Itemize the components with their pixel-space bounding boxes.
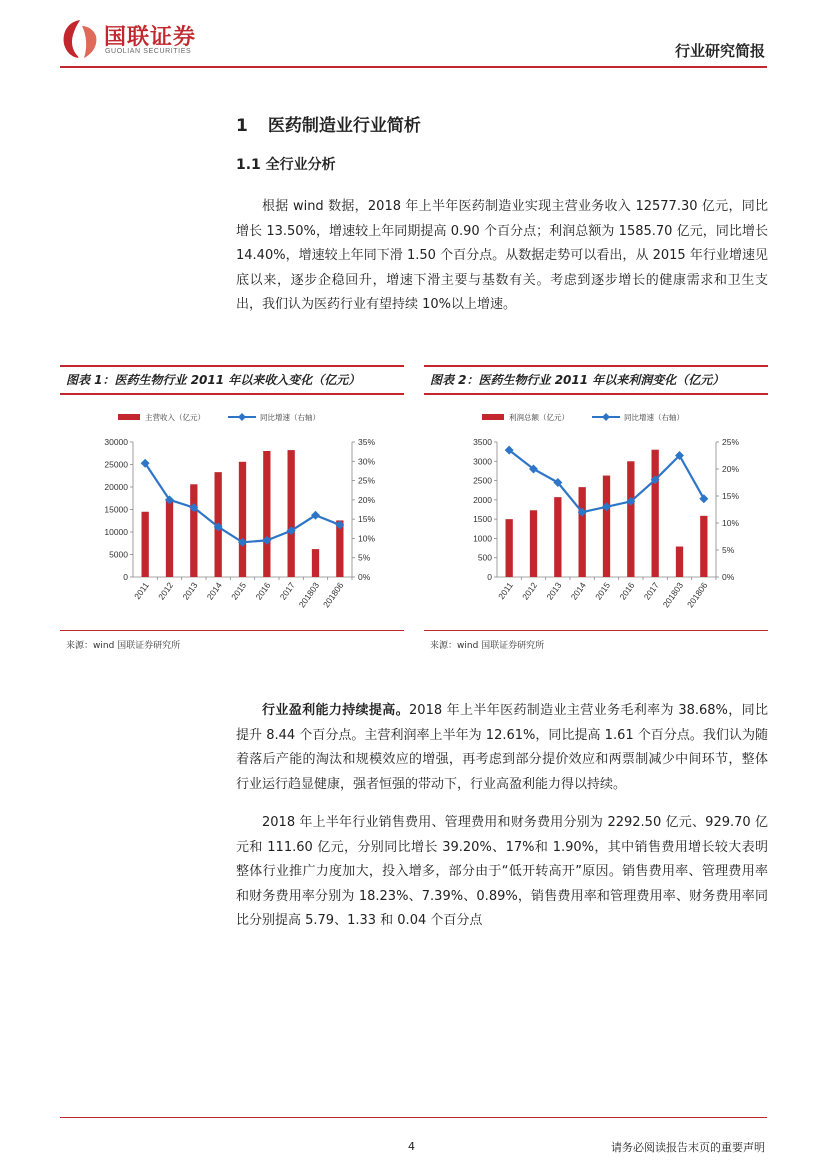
paragraph-2-body: 2018 年上半年医药制造业主营业务毛利率为 38.68%，同比提升 8.44 个百分点。主营利润率上半年为 12.61%，同比提高 1.61 个百分点。我们认为随着落后产能的淘汰和规模效应的增强，再考虑到部分提价效应和两票制减少中间环节，整体行业运行趋显健康，强者恒强的带动下，行业高盈利能力得以持续。 xyxy=(236,703,768,792)
fig1-title: 图表 1：医药生物行业 2011 年以来收入变化（亿元） xyxy=(66,373,361,387)
y2-tick-label: 30% xyxy=(358,456,376,467)
paragraph-3: 2018 年上半年行业销售费用、管理费用和财务费用分别为 2292.50 亿元、929.70 亿元和 111.60 亿元，分别同比增长 39.20%、17%和 1.90%，其中销售费用增长较大表明整体行业推广力度加大，投入增多，部分由于“低开转高开”原因。销售费用率、管理费用率和财务费用率分别为 18.23%、7.39%、0.89%，销售费用率和管理费用率、财务费用率同比分别提高 5.79、1.33 和 0.04 个百分点 xyxy=(236,815,768,928)
legend-line-label: 同比增速（右轴） xyxy=(260,413,320,422)
bar xyxy=(700,516,707,577)
y-tick-label: 500 xyxy=(477,552,492,563)
x-tick-label: 2012 xyxy=(156,580,176,602)
y2-tick-label: 0% xyxy=(358,572,371,582)
x-tick-label: 2014 xyxy=(204,580,224,602)
header-divider xyxy=(60,66,767,68)
report-type: 行业研究简报 xyxy=(674,42,765,60)
y-tick-label: 2000 xyxy=(473,494,492,505)
x-tick-label: 2017 xyxy=(277,580,297,602)
x-tick-label: 2014 xyxy=(568,580,588,602)
bar xyxy=(142,512,149,577)
y-tick-label: 3000 xyxy=(473,456,492,467)
bar xyxy=(263,451,270,577)
y2-tick-label: 5% xyxy=(358,552,371,563)
x-tick-label: 2011 xyxy=(496,580,515,602)
y-tick-label: 1500 xyxy=(473,514,492,525)
fig2-top-rule xyxy=(424,365,768,367)
logo-text: 国联证券 xyxy=(104,25,197,50)
y-tick-label: 30000 xyxy=(104,437,128,447)
bar xyxy=(627,461,634,577)
y2-tick-label: 0% xyxy=(722,572,735,582)
logo-mark-icon xyxy=(60,18,100,60)
y2-tick-label: 25% xyxy=(358,475,376,486)
legend-bar-swatch xyxy=(482,414,504,420)
y-tick-label: 1000 xyxy=(473,533,492,544)
bar xyxy=(506,519,513,577)
legend-bar-swatch xyxy=(118,414,140,420)
bar xyxy=(530,510,537,577)
bar xyxy=(652,450,659,577)
bar xyxy=(312,549,319,577)
x-tick-label: 201806 xyxy=(321,580,346,610)
legend-line-marker xyxy=(602,413,610,421)
page-number: 4 xyxy=(408,1140,415,1153)
y2-tick-label: 15% xyxy=(722,491,740,501)
fig1-top-rule xyxy=(60,365,404,367)
disclaimer-note: 请务必阅读报告末页的重要声明 xyxy=(611,1141,765,1154)
y-tick-label: 3500 xyxy=(473,437,492,447)
x-tick-label: 201803 xyxy=(296,580,322,610)
footer-divider xyxy=(60,1117,767,1118)
legend-bar-label: 主营收入（亿元） xyxy=(145,413,205,422)
paragraph-2 xyxy=(236,699,768,797)
paragraph-1: 根据 wind 数据，2018 年上半年医药制造业实现主营业务收入 12577.30 亿元，同比增长 13.50%，增速较上年同期提高 0.90 个百分点；利润总额为 1585.70 亿元，同比增长 14.40%，增速较上年同下滑 1.50 个百分点。从数据走势可以看出，从 2015 年行业增速见底以来，逐步企稳回升，增速下滑主要与基数有关。考虑到逐步增长的健康需求和卫生支出，我们认为医药行业有望持续 10%以上增速。 xyxy=(236,199,768,312)
x-tick-label: 2015 xyxy=(593,580,613,602)
bar xyxy=(166,501,173,578)
bar xyxy=(190,484,197,577)
y2-tick-label: 20% xyxy=(358,494,376,505)
x-tick-label: 2016 xyxy=(253,580,273,602)
fig2-source: 来源：wind 国联证券研究所 xyxy=(430,641,545,651)
logo-subtext: GUOLIAN SECURITIES xyxy=(105,48,192,55)
fig2-chart xyxy=(424,400,768,625)
legend-bar-label: 利润总额（亿元） xyxy=(509,413,569,422)
growth-point xyxy=(699,494,708,503)
y2-tick-label: 20% xyxy=(722,464,740,474)
y2-tick-label: 25% xyxy=(722,437,740,447)
bar xyxy=(603,476,610,577)
bar xyxy=(239,462,246,577)
x-tick-label: 2011 xyxy=(132,580,151,602)
x-tick-label: 2015 xyxy=(229,580,249,602)
y-tick-label: 25000 xyxy=(104,459,128,470)
fig2-title: 图表 2：医药生物行业 2011 年以来利润变化（亿元） xyxy=(430,373,725,387)
y-tick-label: 0 xyxy=(487,572,492,582)
x-tick-label: 2016 xyxy=(617,580,637,602)
y2-tick-label: 5% xyxy=(722,545,735,555)
bar xyxy=(288,450,295,577)
legend-line-marker xyxy=(238,413,246,421)
y-tick-label: 5000 xyxy=(109,549,128,560)
subsection-heading: 1.1 全行业分析 xyxy=(236,157,336,173)
y2-tick-label: 10% xyxy=(722,518,740,528)
y-tick-label: 0 xyxy=(123,572,128,582)
section-title: 医药制造业行业简析 xyxy=(267,116,421,136)
bar xyxy=(676,547,683,577)
fig1-bottom-rule xyxy=(60,630,404,631)
y2-tick-label: 35% xyxy=(358,437,376,447)
y-tick-label: 20000 xyxy=(104,482,128,492)
section-heading xyxy=(236,111,421,136)
fig1-source: 来源：wind 国联证券研究所 xyxy=(66,641,181,651)
y-tick-label: 2500 xyxy=(473,475,492,486)
x-tick-label: 201806 xyxy=(685,580,710,610)
y-tick-label: 10000 xyxy=(104,527,128,537)
bar xyxy=(579,487,586,577)
y-tick-label: 15000 xyxy=(104,504,128,515)
fig2-bottom-rule xyxy=(424,630,768,631)
y2-tick-label: 15% xyxy=(358,514,376,525)
fig2-title-rule xyxy=(424,393,768,395)
section-number: 1 xyxy=(236,116,248,136)
x-tick-label: 2013 xyxy=(544,580,564,602)
x-tick-label: 201803 xyxy=(660,580,686,610)
x-tick-label: 2012 xyxy=(520,580,540,602)
x-tick-label: 2013 xyxy=(180,580,200,602)
fig1-chart xyxy=(60,400,404,625)
x-tick-label: 2017 xyxy=(641,580,661,602)
fig1-title-rule xyxy=(60,393,404,395)
legend-line-label: 同比增速（右轴） xyxy=(624,413,684,422)
paragraph-2-lead: 行业盈利能力持续提高。 xyxy=(262,703,410,718)
bar xyxy=(554,497,561,577)
y2-tick-label: 10% xyxy=(358,533,376,544)
